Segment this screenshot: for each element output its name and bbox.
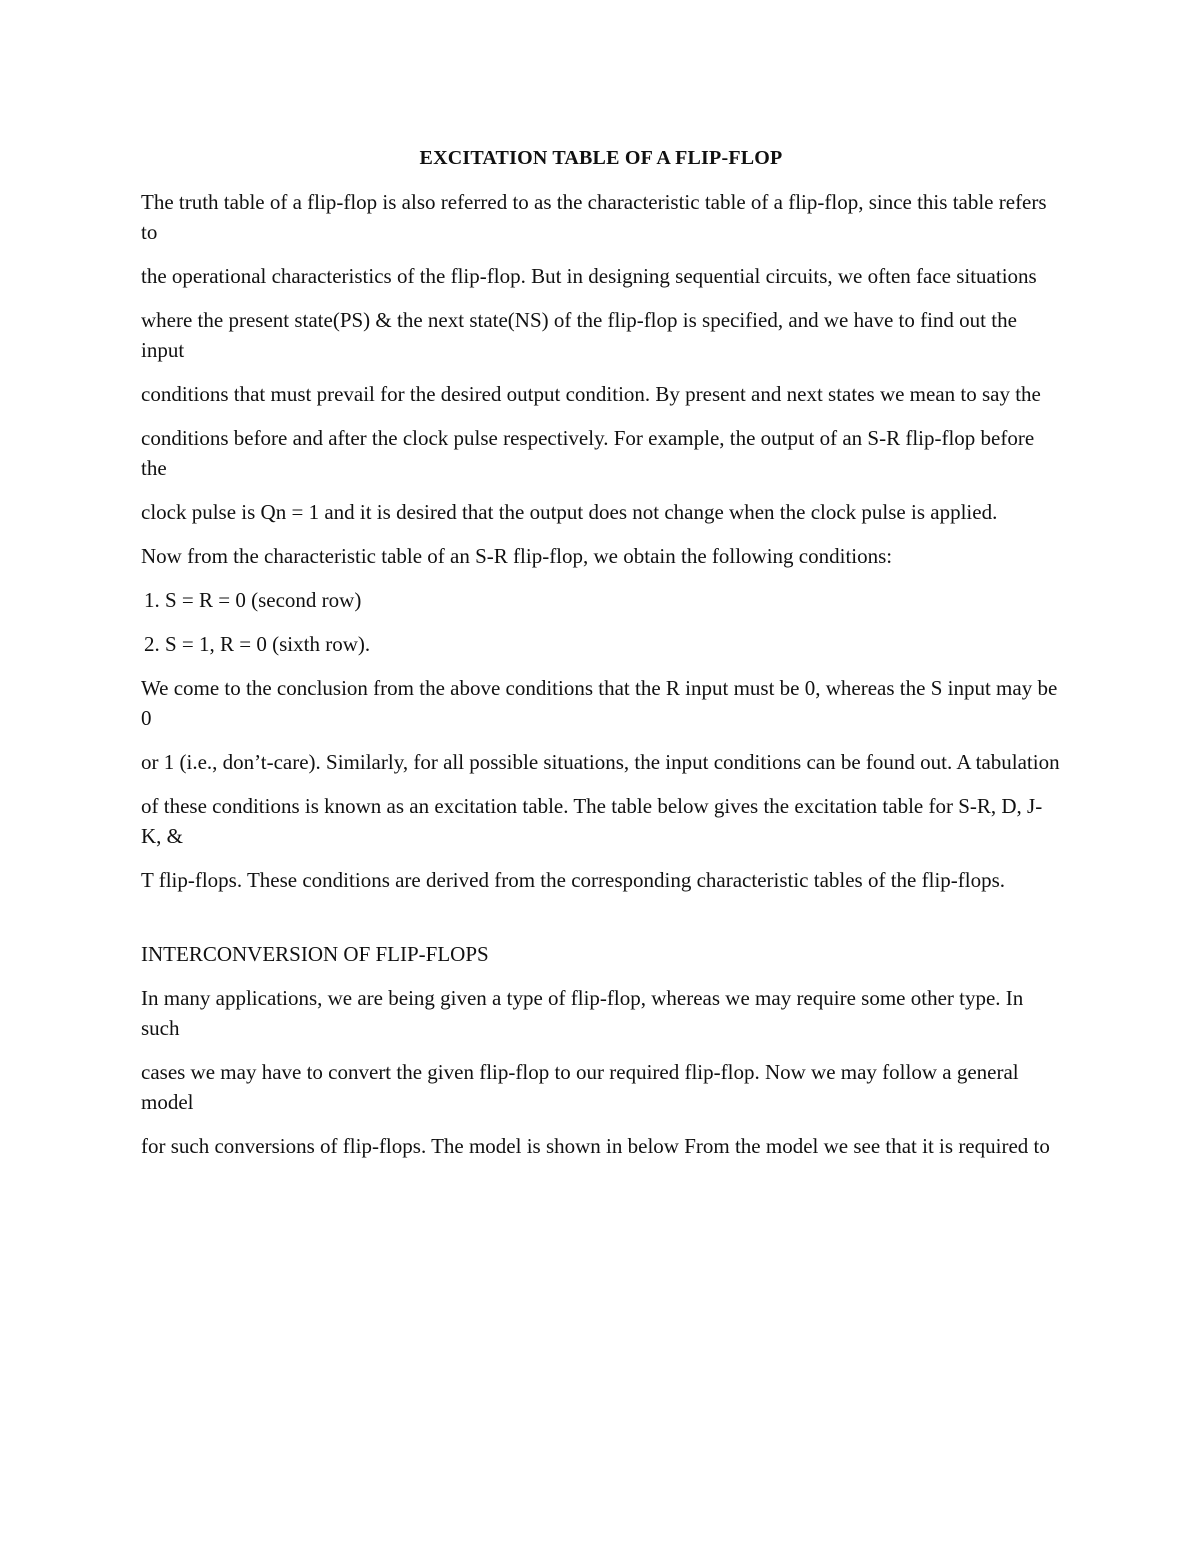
blank-line xyxy=(141,909,1061,939)
condition-item: 1. S = R = 0 (second row) xyxy=(144,588,362,612)
section-heading: INTERCONVERSION OF FLIP-FLOPS xyxy=(141,942,489,966)
paragraph: The truth table of a flip-flop is also referred to as the characteristic table of a flip-flop, since this table refers to xyxy=(141,190,1047,244)
paragraph: the operational characteristics of the flip-flop. But in designing sequential circuits, we often face situations xyxy=(141,264,1037,288)
paragraph: cases we may have to convert the given flip-flop to our required flip-flop. Now we may follow a general model xyxy=(141,1060,1019,1114)
paragraph: Now from the characteristic table of an S-R flip-flop, we obtain the following conditions: xyxy=(141,544,893,568)
paragraph: of these conditions is known as an excitation table. The table below gives the excitation table for S-R, D, J-K, & xyxy=(141,794,1043,848)
paragraph: conditions that must prevail for the desired output condition. By present and next states we mean to say the xyxy=(141,382,1041,406)
paragraph: where the present state(PS) & the next state(NS) of the flip-flop is specified, and we have to find out the input xyxy=(141,308,1017,362)
document-page xyxy=(141,143,1061,1175)
paragraph: for such conversions of flip-flops. The model is shown in below From the model we see that it is required to xyxy=(141,1134,1050,1158)
condition-item: 2. S = 1, R = 0 (sixth row). xyxy=(144,632,371,656)
paragraph: T flip-flops. These conditions are derived from the corresponding characteristic tables of the flip-flops. xyxy=(141,868,1006,892)
paragraph: In many applications, we are being given a type of flip-flop, whereas we may require some other type. In such xyxy=(141,986,1024,1040)
paragraph: clock pulse is Qn = 1 and it is desired that the output does not change when the clock pulse is applied. xyxy=(141,500,998,524)
paragraph: We come to the conclusion from the above conditions that the R input must be 0, whereas the S input may be 0 xyxy=(141,676,1058,730)
section-interconversion-body xyxy=(141,983,1061,1161)
paragraph: or 1 (i.e., don’t-care). Similarly, for all possible situations, the input conditions can be found out. A tabulation xyxy=(141,750,1060,774)
document-title: EXCITATION TABLE OF A FLIP-FLOP xyxy=(419,147,783,169)
section-excitation-body xyxy=(141,187,1061,895)
paragraph: conditions before and after the clock pulse respectively. For example, the output of an S-R flip-flop before the xyxy=(141,426,1035,480)
